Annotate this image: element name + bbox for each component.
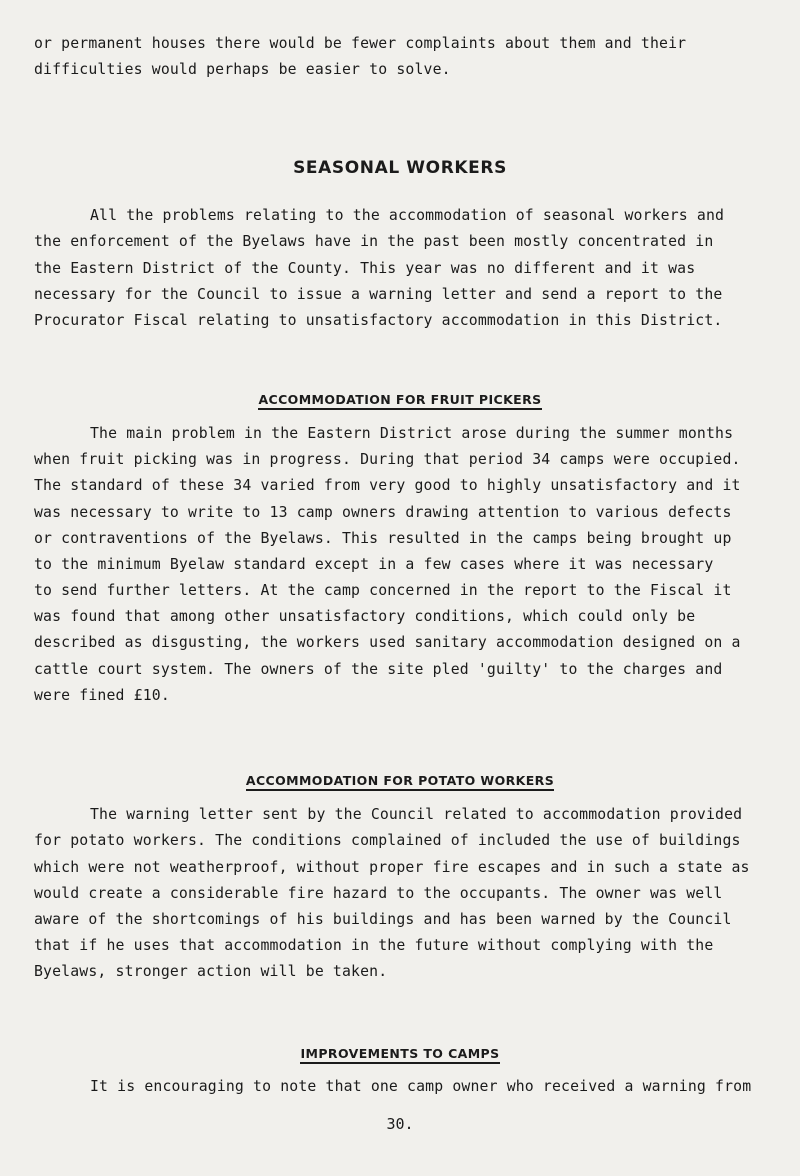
- fruit-line-7: to send further letters. At the camp concerned in the report to the Fiscal it: [34, 582, 732, 599]
- potato-line-1: The warning letter sent by the Council related to accommodation provided: [90, 806, 743, 823]
- seasonal-line-3: the Eastern District of the County. This year was no different and it was: [34, 260, 696, 277]
- seasonal-workers-heading: SEASONAL WORKERS: [293, 158, 507, 178]
- potato-workers-heading: [0, 763, 800, 791]
- intro-line-2: difficulties would perhaps be easier to solve.: [34, 61, 451, 78]
- fruit-pickers-heading: [0, 382, 800, 410]
- fruit-line-10: cattle court system. The owners of the site pled 'guilty' to the charges and: [34, 661, 723, 678]
- fruit-line-9: described as disgusting, the workers used sanitary accommodation designed on a: [34, 634, 741, 651]
- fruit-line-3: The standard of these 34 varied from very good to highly unsatisfactory and it: [34, 477, 741, 494]
- seasonal-line-4: necessary for the Council to issue a warning letter and send a report to the: [34, 286, 723, 303]
- improvements-heading-text: IMPROVEMENTS TO CAMPS: [300, 1046, 499, 1064]
- potato-workers-heading-text: ACCOMMODATION FOR POTATO WORKERS: [246, 773, 554, 791]
- potato-line-5: aware of the shortcomings of his buildings and has been warned by the Council: [34, 911, 732, 928]
- seasonal-line-1: All the problems relating to the accommodation of seasonal workers and: [90, 207, 725, 224]
- fruit-line-2: when fruit picking was in progress. During that period 34 camps were occupied.: [34, 451, 741, 468]
- fruit-line-11: were fined £10.: [34, 687, 170, 704]
- potato-line-2: for potato workers. The conditions complained of included the use of buildings: [34, 832, 741, 849]
- potato-line-7: Byelaws, stronger action will be taken.: [34, 963, 388, 980]
- potato-line-6: that if he uses that accommodation in the future without complying with the: [34, 937, 714, 954]
- fruit-line-8: was found that among other unsatisfactory conditions, which could only be: [34, 608, 696, 625]
- seasonal-line-2: the enforcement of the Byelaws have in the past been mostly concentrated in: [34, 233, 714, 250]
- seasonal-line-5: Procurator Fiscal relating to unsatisfactory accommodation in this District.: [34, 312, 723, 329]
- improvements-heading: [0, 1036, 800, 1064]
- fruit-line-4: was necessary to write to 13 camp owners drawing attention to various defects: [34, 504, 732, 521]
- fruit-line-5: or contraventions of the Byelaws. This resulted in the camps being brought up: [34, 530, 732, 547]
- camps-line-1: It is encouraging to note that one camp owner who received a warning from: [90, 1078, 752, 1095]
- potato-line-3: which were not weatherproof, without proper fire escapes and in such a state as: [34, 859, 750, 876]
- fruit-line-6: to the minimum Byelaw standard except in a few cases where it was necessary: [34, 556, 714, 573]
- fruit-pickers-heading-text: ACCOMMODATION FOR FRUIT PICKERS: [258, 392, 541, 410]
- potato-line-4: would create a considerable fire hazard to the occupants. The owner was well: [34, 885, 723, 902]
- intro-line-1: or permanent houses there would be fewer complaints about them and their: [34, 35, 687, 52]
- page-number: 30.: [386, 1115, 414, 1133]
- fruit-line-1: The main problem in the Eastern District arose during the summer months: [90, 425, 734, 442]
